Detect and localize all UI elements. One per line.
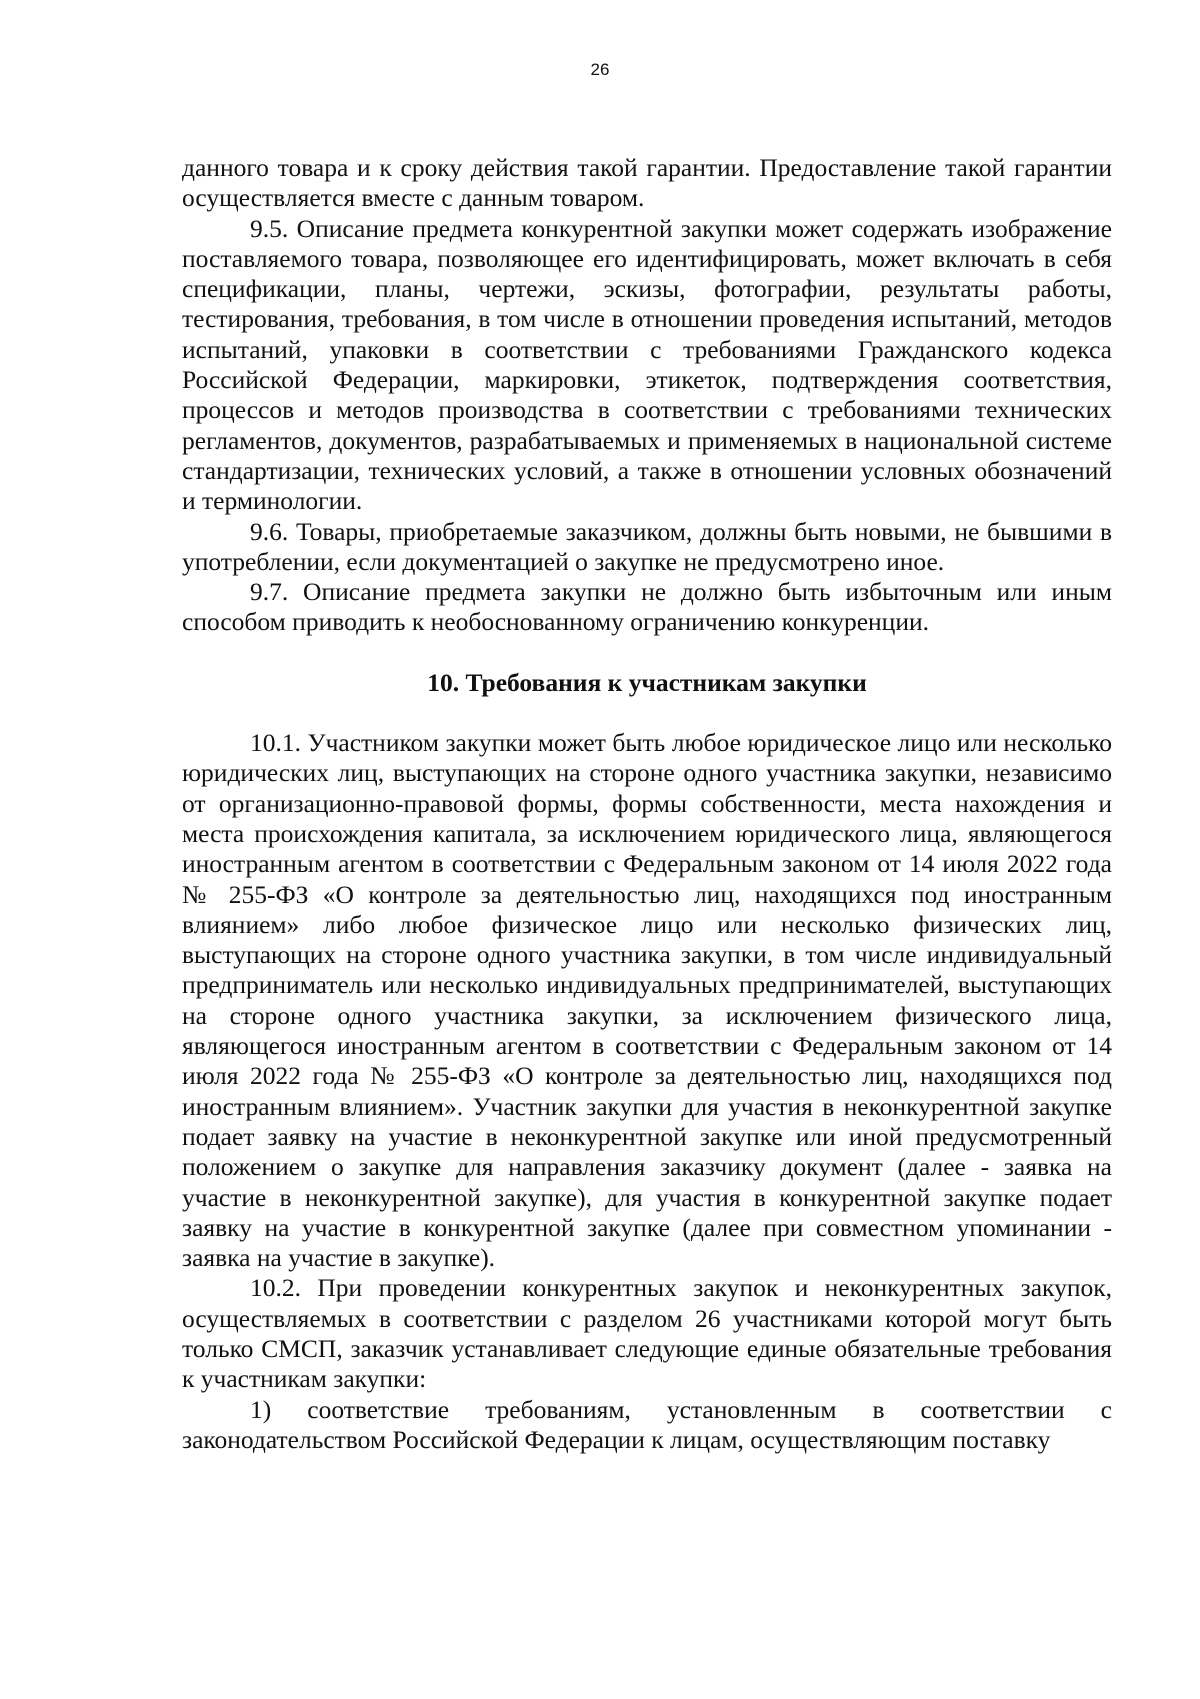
- page-number: 26: [590, 60, 610, 79]
- paragraph-guarantee-continuation: данного товара и к сроку действия такой гарантии. Предоставление такой гарантии осуществляется вместе с данным товаром.: [182, 153, 1112, 213]
- list-item-1: 1) соответствие требованиям, установленным в соответствии с законодательством Российской Федерации к лицам, осуществляющим поставку: [182, 1394, 1112, 1454]
- document-body: [182, 153, 1112, 1455]
- paragraph-9-5: 9.5. Описание предмета конкурентной закупки может содержать изображение поставляемого товара, позволяющее его идентифицировать, может включать в себя спецификации, планы, чертежи, эскизы, фотографии, результаты работы, тестирования, требования, в том числе в отношении проведения испытаний, методов испытаний, упаковки в соответствии с требованиями Гражданского кодекса Российской Федерации, маркировки, этикеток, подтверждения соответствия, процессов и методов производства в соответствии с требованиями технических регламентов, документов, разрабатываемых и применяемых в национальной системе стандартизации, технических условий, а также в отношении условных обозначений и терминологии.: [182, 213, 1112, 516]
- paragraph-10-1: 10.1. Участником закупки может быть любое юридическое лицо или несколько юридических лиц, выступающих на стороне одного участника закупки, независимо от организационно-правовой формы, формы собственности, места нахождения и места происхождения капитала, за исключением юридического лица, являющегося иностранным агентом в соответствии с Федеральным законом от 14 июля 2022 года № 255-ФЗ «О контроле за деятельностью лиц, находящихся под иностранным влиянием» либо любое физическое лицо или несколько физических лиц, выступающих на стороне одного участника закупки, в том числе индивидуальный предприниматель или несколько индивидуальных предпринимателей, выступающих на стороне одного участника закупки, за исключением физического лица, являющегося иностранным агентом в соответствии с Федеральным законом от 14 июля 2022 года № 255-ФЗ «О контроле за деятельностью лиц, находящихся под иностранным влиянием». Участник закупки для участия в неконкурентной закупке подает заявку на участие в неконкурентной закупке или иной предусмотренный положением о закупке для направления заказчику документ (далее - заявка на участие в неконкурентной закупке), для участия в конкурентной закупке подает заявку на участие в конкурентной закупке (далее при совместном упоминании - заявка на участие в закупке).: [182, 728, 1112, 1273]
- paragraph-10-2: 10.2. При проведении конкурентных закупок и неконкурентных закупок, осуществляемых в соответствии с разделом 26 участниками которой могут быть только СМСП, заказчик устанавливает следующие единые обязательные требования к участникам закупки:: [182, 1273, 1112, 1394]
- paragraph-9-7: 9.7. Описание предмета закупки не должно быть избыточным или иным способом приводить к необоснованному ограничению конкуренции.: [182, 577, 1112, 637]
- paragraph-9-6: 9.6. Товары, приобретаемые заказчиком, должны быть новыми, не бывшими в употреблении, если документацией о закупке не предусмотрено иное.: [182, 516, 1112, 576]
- section-heading: 10. Требования к участникам закупки: [427, 667, 867, 697]
